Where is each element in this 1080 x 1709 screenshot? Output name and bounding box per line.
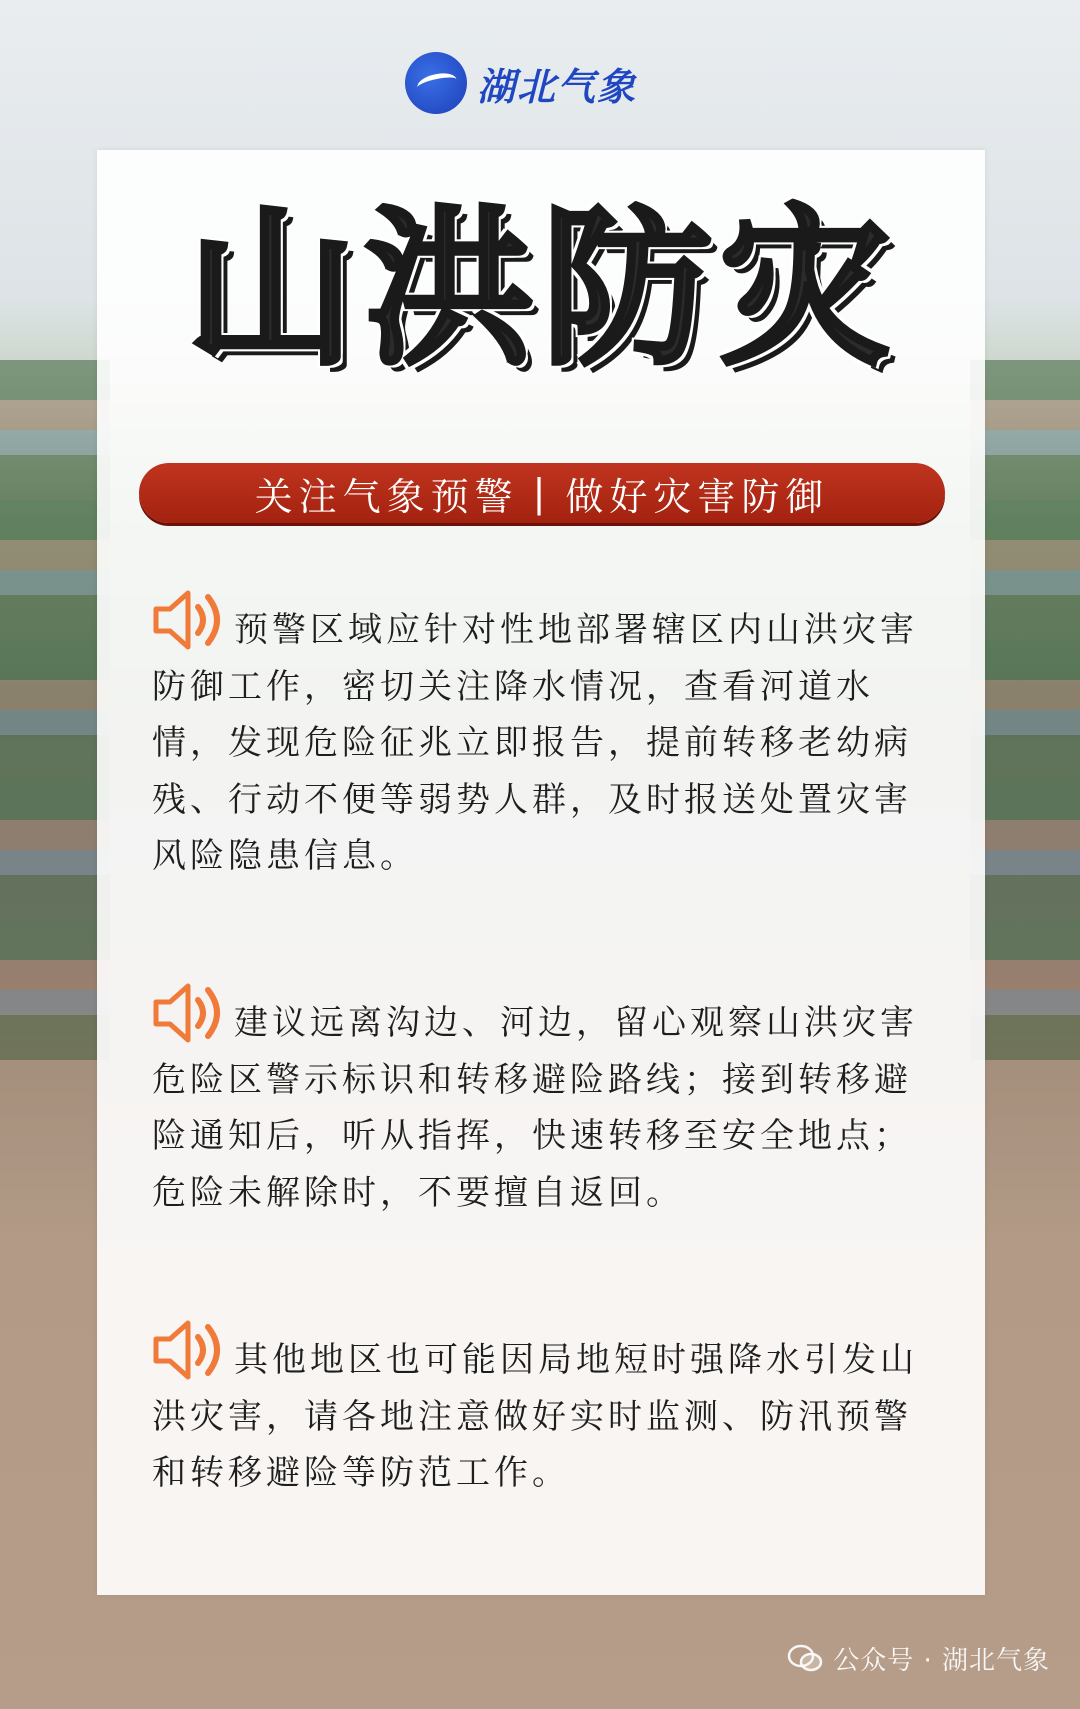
paragraph-text: 预警区域应针对性地部署辖区内山洪灾害防御工作，密切关注降水情况，查看河道水情，发现危险征兆立即报告，提前转移老幼病残、行动不便等弱势人群，及时报送处置灾害风险隐患信息。 <box>152 610 918 876</box>
hubei-meteorology-logo-icon <box>405 52 467 114</box>
banner-right-text: 做好灾害防御 <box>565 474 830 519</box>
advice-paragraph-1 <box>152 585 932 885</box>
paragraph-text: 其他地区也可能因局地短时强降水引发山洪灾害，请各地注意做好实时监测、防汛预警和转移避险等防范工作。 <box>152 1340 918 1493</box>
slogan-banner <box>139 463 945 523</box>
footer-watermark <box>787 1640 1050 1677</box>
logo-text: 湖北气象 <box>477 64 638 109</box>
advice-paragraph-3 <box>152 1315 932 1502</box>
banner-separator: | <box>532 471 552 515</box>
background-scene-right <box>970 360 1080 1060</box>
content-card <box>97 150 985 1595</box>
paragraph-text: 建议远离沟边、河边，留心观察山洪灾害危险区警示标识和转移避险路线；接到转移避险通知后，听从指挥，快速转移至安全地点；危险未解除时，不要擅自返回。 <box>152 1003 918 1213</box>
header-logo <box>405 52 637 114</box>
footer-text: 公众号 · 湖北气象 <box>833 1646 1050 1676</box>
banner-left-text: 关注气象预警 <box>254 474 519 519</box>
speaker-icon <box>152 1315 230 1385</box>
background-scene-left <box>0 360 110 1060</box>
speaker-icon <box>152 585 230 655</box>
speaker-icon <box>152 978 230 1048</box>
main-title: 山洪防灾 <box>185 191 898 389</box>
advice-paragraph-2 <box>152 978 932 1221</box>
wechat-icon <box>787 1644 823 1674</box>
